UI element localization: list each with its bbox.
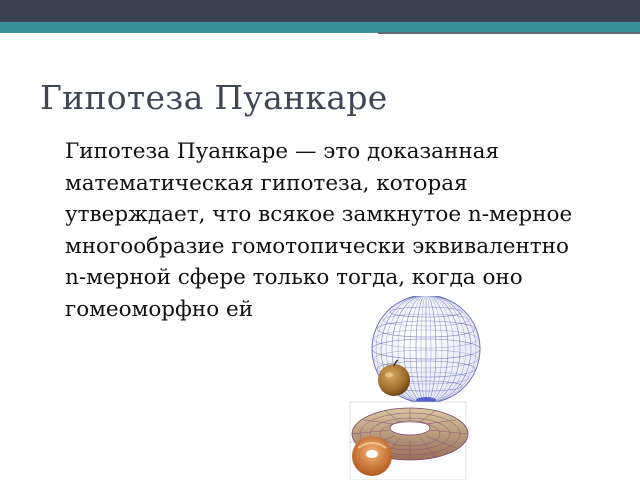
illustration	[344, 296, 614, 480]
donut-image	[352, 436, 392, 476]
decorative-lines	[378, 32, 640, 44]
top-bar	[0, 0, 640, 22]
slide-title: Гипотеза Пуанкаре	[40, 78, 388, 117]
slide-paragraph: Гипотеза Пуанкаре — это доказанная математическая гипотеза, которая утверждает, что всякое замкнутое n-мерное многообразие гомотопически эквивалентно n-мерной сфере только тогда, когда оно гомеоморфно ей	[65, 139, 573, 322]
